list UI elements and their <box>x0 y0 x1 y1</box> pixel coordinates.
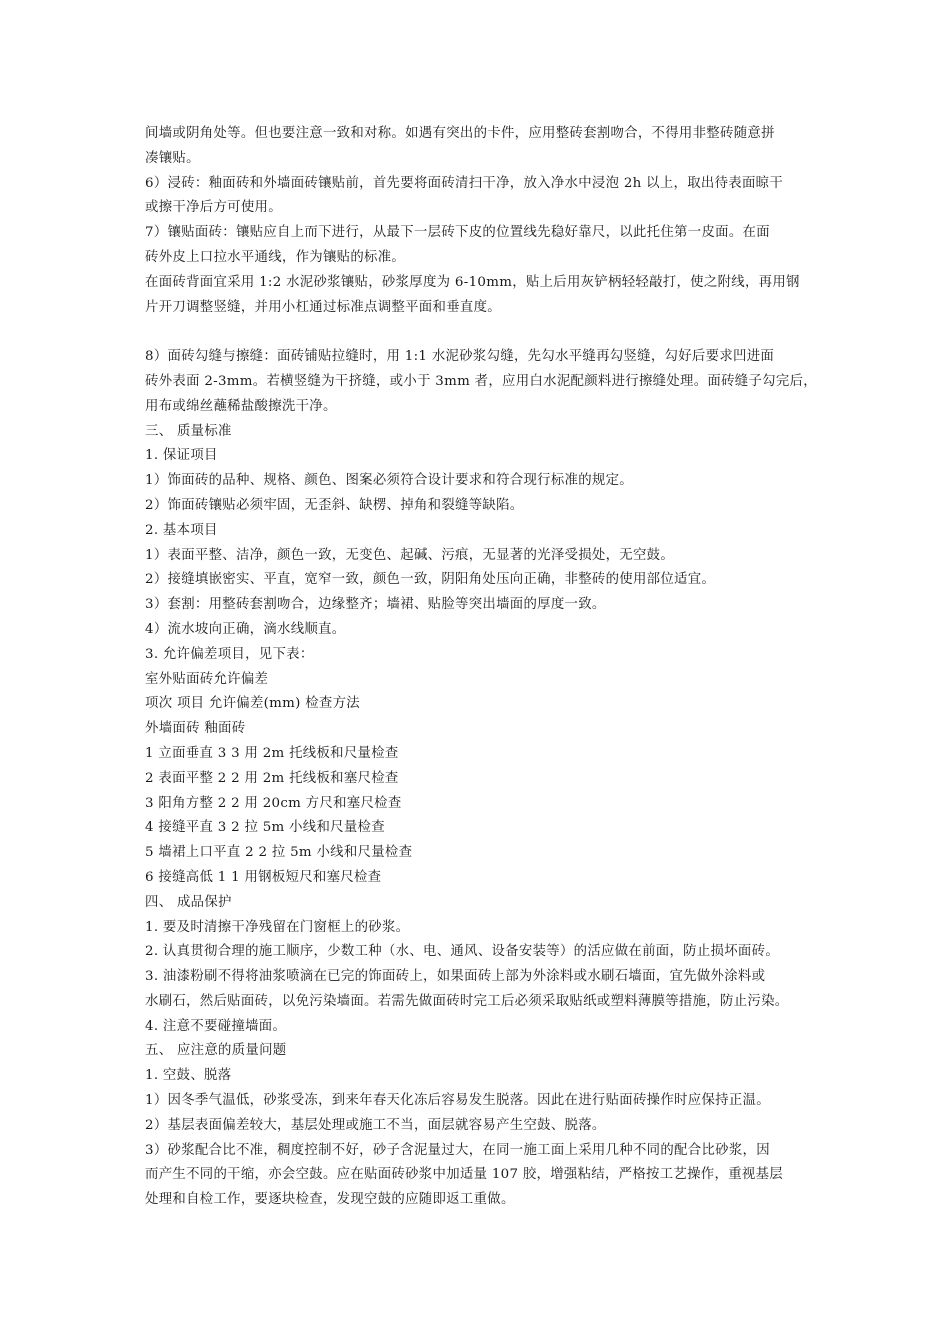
text-line: 片开刀调整竖缝，并用小杠通过标准点调整平面和垂直度。 <box>145 299 501 315</box>
text-line: 7）镶贴面砖：镶贴应自上而下进行，从最下一层砖下皮的位置线先稳好靠尺，以此托住第一皮面。在面 <box>145 225 770 241</box>
text-line: 3）砂浆配合比不准，稠度控制不好，砂子含泥量过大，在同一施工面上采用几种不同的配合比砂浆，因 <box>145 1142 770 1158</box>
text-line: 1）表面平整、洁净，颜色一致，无变色、起碱、污痕，无显著的光泽受损处，无空鼓。 <box>145 547 675 563</box>
text-line: 而产生不同的干缩，亦会空鼓。应在贴面砖砂浆中加适量 107 胶，增强粘结，严格按工艺操作，重视基层 <box>145 1167 783 1183</box>
text-line <box>145 320 825 345</box>
text-line: 4 接缝平直 3 2 拉 5m 小线和尺量检查 <box>145 820 385 836</box>
text-line: 四、 成品保护 <box>145 894 232 910</box>
text-line: 在面砖背面宜采用 1:2 水泥砂浆镶贴，砂浆厚度为 6-10mm，贴上后用灰铲柄轻轻敲打，使之附线，再用钢 <box>145 274 800 290</box>
text-line: 凑镶贴。 <box>145 150 200 166</box>
text-line: 2）饰面砖镶贴必须牢固，无歪斜、缺楞、掉角和裂缝等缺陷。 <box>145 497 524 513</box>
document-page <box>145 122 825 1213</box>
text-line: 项次 项目 允许偏差(mm) 检查方法 <box>145 696 360 712</box>
text-line: 外墙面砖 釉面砖 <box>145 721 246 737</box>
text-line: 处理和自检工作，要逐块检查，发现空鼓的应随即返工重做。 <box>145 1192 515 1208</box>
text-line: 4）流水坡向正确，滴水线顺直。 <box>145 621 346 637</box>
text-line: 2. 基本项目 <box>145 522 218 538</box>
text-line: 2）基层表面偏差较大，基层处理或施工不当，面层就容易产生空鼓、脱落。 <box>145 1117 606 1133</box>
text-line: 1. 保证项目 <box>145 448 218 464</box>
text-line: 1）饰面砖的品种、规格、颜色、图案必须符合设计要求和符合现行标准的规定。 <box>145 473 633 489</box>
text-line: 4. 注意不要碰撞墙面。 <box>145 1018 287 1034</box>
text-line: 6 接缝高低 1 1 用钢板短尺和塞尺检查 <box>145 869 382 885</box>
text-line: 水刷石，然后贴面砖，以免污染墙面。若需先做面砖时完工后必须采取贴纸或塑料薄膜等措施，防止污染。 <box>145 993 789 1009</box>
text-line: 室外贴面砖允许偏差 <box>145 671 269 687</box>
text-line: 2）接缝填嵌密实、平直，宽窄一致，颜色一致，阴阳角处压向正确，非整砖的使用部位适宜。 <box>145 572 716 588</box>
text-line: 1 立面垂直 3 3 用 2m 托线板和尺量检查 <box>145 745 399 761</box>
text-line: 1. 空鼓、脱落 <box>145 1068 232 1084</box>
text-line: 1）因冬季气温低，砂浆受冻，到来年春天化冻后容易发生脱落。因此在进行贴面砖操作时应保持正温。 <box>145 1093 770 1109</box>
text-line: 6）浸砖：釉面砖和外墙面砖镶贴前，首先要将面砖清扫干净，放入净水中浸泡 2h 以上，取出待表面晾干 <box>145 175 784 191</box>
text-line: 五、 应注意的质量问题 <box>145 1043 287 1059</box>
text-line: 3）套割：用整砖套割吻合，边缘整齐；墙裙、贴脸等突出墙面的厚度一致。 <box>145 597 606 613</box>
text-line: 3. 油漆粉刷不得将油浆喷滴在已完的饰面砖上，如果面砖上部为外涂料或水刷石墙面，宜先做外涂料或 <box>145 969 766 985</box>
text-line: 8）面砖勾缝与擦缝：面砖铺贴拉缝时，用 1:1 水泥砂浆勾缝，先勾水平缝再勾竖缝，勾好后要求凹进面 <box>145 349 775 365</box>
text-line: 2 表面平整 2 2 用 2m 托线板和塞尺检查 <box>145 770 399 786</box>
text-line: 5 墙裙上口平直 2 2 拉 5m 小线和尺量检查 <box>145 845 413 861</box>
text-line: 砖外皮上口拉水平通线，作为镶贴的标准。 <box>145 249 406 265</box>
text-line: 砖外表面 2-3mm。若横竖缝为干挤缝，或小于 3mm 者，应用白水泥配颜料进行擦缝处理。面砖缝子勾完后， <box>145 373 817 389</box>
text-line: 1. 要及时清擦干净残留在门窗框上的砂浆。 <box>145 919 410 935</box>
text-line: 3 阳角方整 2 2 用 20cm 方尺和塞尺检查 <box>145 795 402 811</box>
text-line: 间墙或阴角处等。但也要注意一致和对称。如遇有突出的卡件，应用整砖套割吻合，不得用非整砖随意拼 <box>145 126 775 141</box>
text-line: 用布或绵丝蘸稀盐酸擦洗干净。 <box>145 398 337 414</box>
text-line: 2. 认真贯彻合理的施工顺序，少数工种（水、电、通风、设备安装等）的活应做在前面，防止损坏面砖。 <box>145 944 780 960</box>
text-line: 或擦干净后方可使用。 <box>145 200 282 216</box>
text-line: 三、 质量标准 <box>145 423 232 439</box>
text-line: 3. 允许偏差项目，见下表： <box>145 646 314 662</box>
